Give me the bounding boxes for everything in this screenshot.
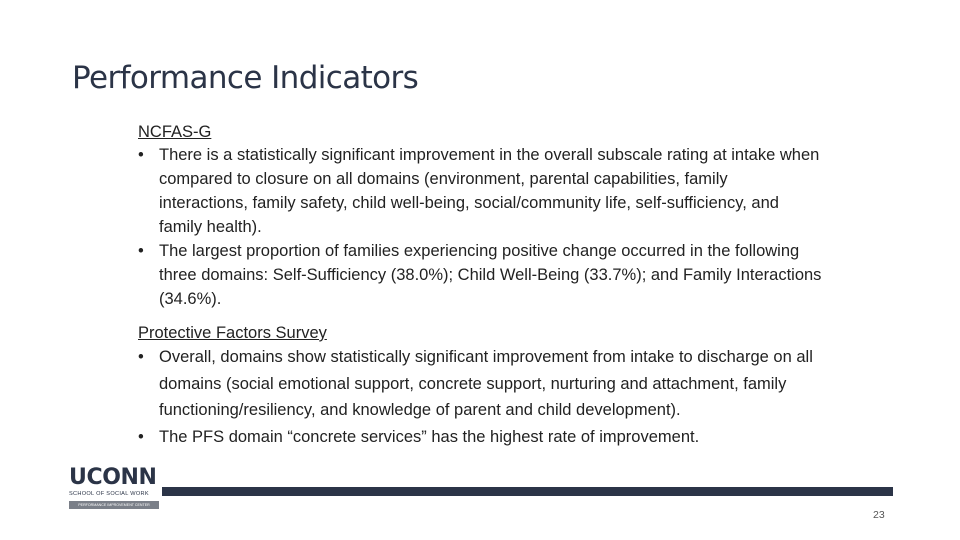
bullet-line: The PFS domain “concrete services” has the highest rate of improvement. (159, 427, 700, 446)
bullet-line: three domains: Self-Sufficiency (38.0%); Child Well-Being (33.7%); and Family Interactions (159, 266, 822, 284)
bullet-icon: • (138, 146, 144, 164)
uconn-logo (69, 467, 159, 509)
bullet-line: compared to closure on all domains (environment, parental capabilities, family (159, 170, 728, 188)
bullet-line: Overall, domains show statistically significant improvement from intake to discharge on all (159, 348, 813, 366)
pfs-bullet-1 (138, 344, 908, 424)
bullet-icon: • (138, 427, 144, 446)
bullet-line: interactions, family safety, child well-being, social/community life, self-sufficiency, and (159, 194, 779, 212)
logo-subtitle: SCHOOL OF SOCIAL WORK (69, 491, 149, 497)
pfs-bullet-2 (138, 424, 908, 451)
bullet-icon: • (138, 242, 144, 260)
pfs-section (138, 322, 908, 450)
bullet-line: family health). (159, 218, 262, 236)
ncfas-section (138, 121, 908, 311)
logo-wordmark: UCONN (69, 465, 157, 490)
bullet-line: functioning/resiliency, and knowledge of parent and child development). (159, 401, 681, 419)
logo-band: PERFORMANCE IMPROVEMENT CENTER (69, 501, 159, 509)
ncfas-bullet-2 (138, 239, 908, 311)
ncfas-heading: NCFAS-G (138, 123, 212, 141)
bullet-line: domains (social emotional support, concrete support, nurturing and attachment, family (159, 374, 787, 393)
slide-title: Performance Indicators (72, 60, 419, 96)
bullet-line: (34.6%). (159, 290, 222, 308)
pfs-bullet-list (138, 344, 908, 450)
ncfas-bullet-1 (138, 143, 908, 239)
footer-bar (162, 487, 893, 496)
ncfas-bullet-list (138, 143, 908, 311)
pfs-heading: Protective Factors Survey (138, 324, 327, 342)
bullet-line: The largest proportion of families experiencing positive change occurred in the following (159, 242, 800, 260)
bullet-icon: • (138, 348, 144, 366)
page-number: 23 (873, 509, 885, 521)
bullet-line: There is a statistically significant improvement in the overall subscale rating at intake when (159, 146, 820, 164)
